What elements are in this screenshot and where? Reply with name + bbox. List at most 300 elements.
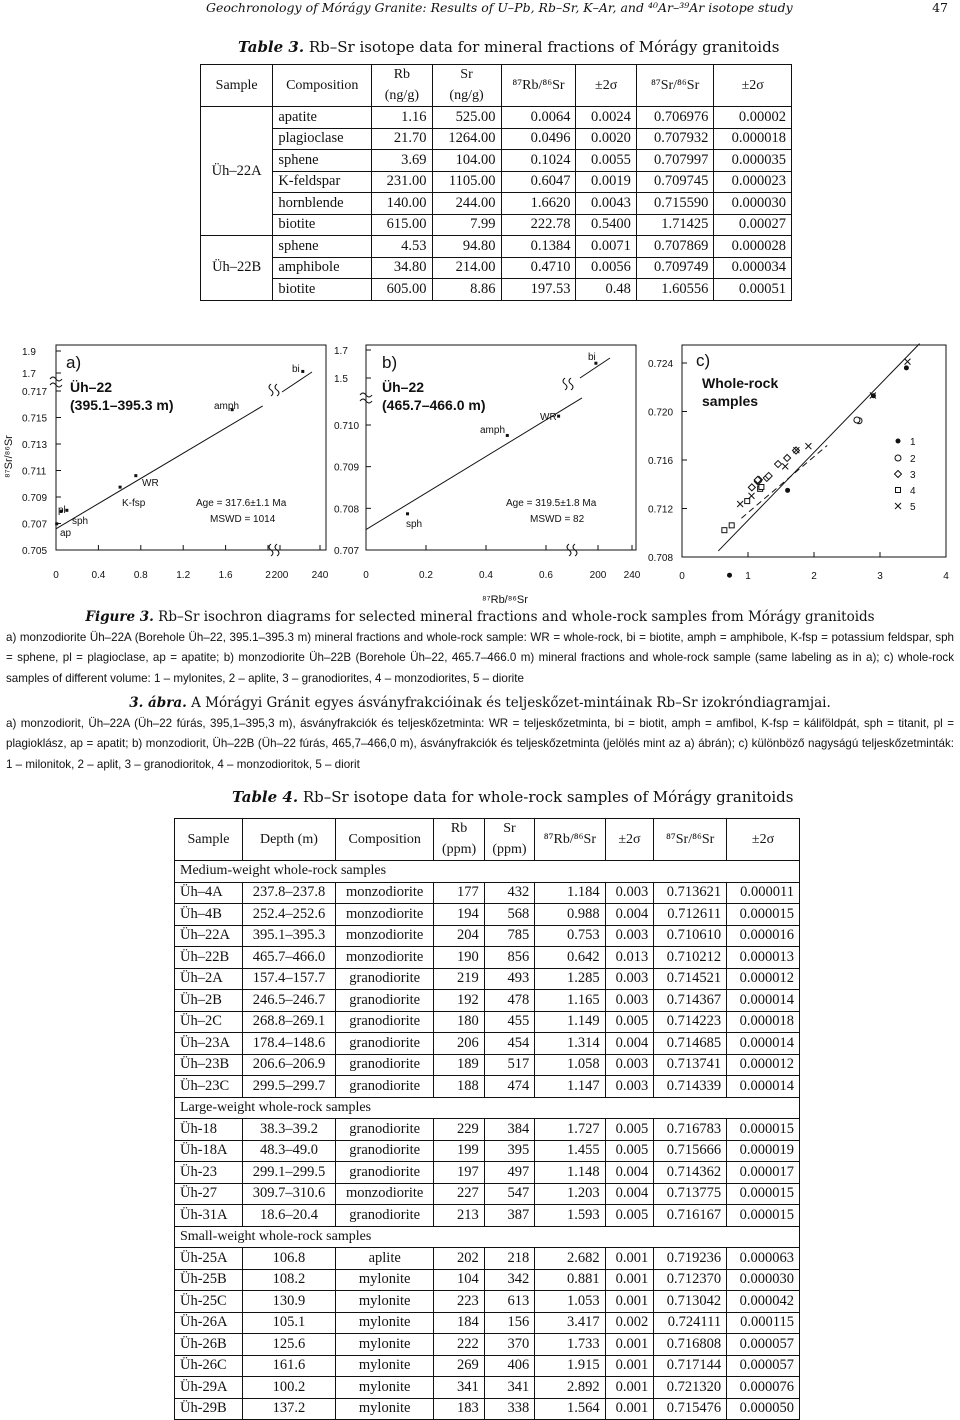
table-cell: 0.713621 (654, 882, 727, 904)
table-cell: Üh-31A (175, 1205, 243, 1227)
x-tick-label: 0.4 (91, 570, 106, 581)
running-header (0, 0, 960, 30)
data-point (748, 484, 755, 491)
isochron-line (56, 406, 263, 529)
t4-header-sr-unit: (ppm) (484, 840, 534, 861)
table-cell: 0.709745 (636, 171, 714, 193)
table-cell: 252.4–252.6 (242, 904, 335, 926)
panel-title: Whole-rock (702, 375, 779, 391)
table-cell: 194 (434, 904, 484, 926)
table-cell: mylonite (335, 1291, 433, 1313)
data-point (871, 393, 876, 398)
table-cell: 1105.00 (432, 171, 501, 193)
table-cell: 0.000015 (727, 1119, 800, 1141)
table-cell: 0.0020 (576, 128, 636, 150)
table-row (175, 882, 800, 904)
table-row (175, 904, 800, 926)
legend-label: 2 (910, 454, 916, 465)
table-cell: 137.2 (242, 1398, 335, 1420)
table-cell: 0.0064 (501, 107, 576, 129)
table-cell: granodiorite (335, 1205, 433, 1227)
x-tick-label: 200 (589, 570, 607, 581)
t4-header-depth: Depth (m) (242, 819, 335, 861)
table-cell: 161.6 (242, 1355, 335, 1377)
table-cell: 1.184 (535, 882, 605, 904)
header-sr-sr-ratio: ⁸⁷Sr/⁸⁶Sr (636, 65, 714, 107)
table-row (175, 1011, 800, 1033)
table-row (201, 236, 792, 258)
x-tick-label: 0 (679, 571, 685, 582)
point-label: bi (588, 352, 596, 363)
table-cell: 0.000015 (727, 1183, 800, 1205)
table-cell: 206.6–206.9 (242, 1054, 335, 1076)
table-cell: 0.000014 (727, 990, 800, 1012)
table-cell: 0.000012 (727, 968, 800, 990)
table-cell: 48.3–49.0 (242, 1140, 335, 1162)
table-cell: 222 (434, 1334, 484, 1356)
table-cell: 237.8–237.8 (242, 882, 335, 904)
x-tick-label: 4 (943, 571, 949, 582)
legend-marker-icon (896, 488, 901, 493)
table-cell: 0.000012 (727, 1054, 800, 1076)
table-row (175, 990, 800, 1012)
table-cell: Üh–22A (175, 925, 243, 947)
table-cell: 0.753 (535, 925, 605, 947)
table-cell: 125.6 (242, 1334, 335, 1356)
table-cell: 465.7–466.0 (242, 947, 335, 969)
table-cell: 0.000042 (727, 1291, 800, 1313)
y-tick-label: 0.720 (648, 407, 674, 419)
t4-header-rb-unit: (ppm) (434, 840, 484, 861)
table-cell: 1.149 (535, 1011, 605, 1033)
y-tick-label: 0.709 (334, 462, 360, 474)
table4-caption (232, 788, 793, 806)
table-cell: Üh–2C (175, 1011, 243, 1033)
table-row (201, 128, 792, 150)
table-cell: 341 (484, 1377, 534, 1399)
point-label: sph (72, 516, 89, 527)
t4-header-composition: Composition (335, 819, 433, 861)
table-cell: K-feldspar (273, 171, 372, 193)
y-tick-label: 0.724 (648, 359, 674, 370)
panel-letter: b) (382, 353, 398, 372)
table-cell: 206 (434, 1033, 484, 1055)
table-row (201, 214, 792, 236)
table-cell: 229 (434, 1119, 484, 1141)
table-cell: 0.48 (576, 279, 636, 301)
table-cell: 1.727 (535, 1119, 605, 1141)
table-cell: mylonite (335, 1355, 433, 1377)
table-cell: 0.0056 (576, 257, 636, 279)
table-cell: 0.000028 (714, 236, 792, 258)
table-cell: Üh–23C (175, 1076, 243, 1098)
table-row (201, 171, 792, 193)
table-cell: 0.000016 (727, 925, 800, 947)
age-label: Age = 319.5±1.8 Ma (506, 498, 597, 509)
table-row (175, 947, 800, 969)
table-cell: 1.314 (535, 1033, 605, 1055)
section-title: Medium-weight whole-rock samples (175, 861, 800, 883)
page-number: 47 (932, 0, 948, 15)
x-tick-label: 240 (311, 570, 329, 581)
table-cell: 0.642 (535, 947, 605, 969)
t4-header-err1: ±2σ (605, 819, 654, 861)
table-cell: granodiorite (335, 1162, 433, 1184)
table-row (175, 1140, 800, 1162)
x-tick-label: 200 (271, 570, 289, 581)
table-cell: 0.005 (605, 1205, 654, 1227)
table-cell: apatite (273, 107, 372, 129)
table-cell: 269 (434, 1355, 484, 1377)
table-cell: 605.00 (372, 279, 432, 301)
y-tick-label: 0.707 (22, 519, 48, 531)
table-cell: 1264.00 (432, 128, 501, 150)
y-tick-label: 1.7 (22, 369, 36, 380)
table-cell: 568 (484, 904, 534, 926)
x-tick-label: 0.2 (419, 570, 433, 581)
panel-sample: Üh–22 (382, 379, 425, 395)
table-row (175, 968, 800, 990)
point-label: amph (480, 425, 506, 436)
table-cell: 0.0071 (576, 236, 636, 258)
section-title: Large-weight whole-rock samples (175, 1097, 800, 1119)
section-title: Small-weight whole-rock samples (175, 1226, 800, 1248)
data-point (65, 509, 68, 512)
t4-header-rb: Rb (434, 819, 484, 840)
table-cell: 0.003 (605, 1054, 654, 1076)
data-point (748, 493, 754, 499)
x-tick-label: 0.6 (539, 570, 553, 581)
data-point (134, 474, 137, 477)
figure3-hu-title: A Mórágyi Gránit egyes ásványfrakcióinak és teljeskőzet-mintáinak Rb–Sr izokróndiagramjai. (191, 695, 831, 711)
y-tick-label: 0.707 (334, 546, 360, 557)
table-cell: 218 (484, 1248, 534, 1270)
table4-title: Rb–Sr isotope data for whole-rock samples of Mórágy granitoids (302, 788, 794, 806)
table-cell: Üh–4A (175, 882, 243, 904)
table-cell: Üh-26B (175, 1334, 243, 1356)
table-row (175, 1205, 800, 1227)
sample-id: Üh–22A (201, 107, 273, 236)
table-cell: 1.285 (535, 968, 605, 990)
table-cell: 384 (484, 1119, 534, 1141)
data-point (737, 501, 743, 507)
table-cell: 0.001 (605, 1377, 654, 1399)
point-label: K-fsp (122, 498, 146, 509)
table-cell: 615.00 (372, 214, 432, 236)
table-cell: 0.710610 (654, 925, 727, 947)
table-cell: plagioclase (273, 128, 372, 150)
table-row (175, 1334, 800, 1356)
y-tick-label: 0.708 (334, 504, 360, 516)
table-cell: 183 (434, 1398, 484, 1420)
table-cell: 0.000018 (714, 128, 792, 150)
table-cell: 1.165 (535, 990, 605, 1012)
t4-header-sample: Sample (175, 819, 243, 861)
table-cell: 94.80 (432, 236, 501, 258)
x-tick-label: 0 (53, 570, 59, 581)
legend-marker-icon (896, 439, 901, 444)
table-row (175, 1033, 800, 1055)
data-point (301, 370, 304, 373)
table-cell: 406 (484, 1355, 534, 1377)
table-cell: 0.719236 (654, 1248, 727, 1270)
figure3-label: Figure 3. (85, 609, 154, 625)
table-row (175, 1248, 800, 1270)
table3-label: Table 3. (238, 38, 305, 56)
table-cell: 0.00051 (714, 279, 792, 301)
table-cell: 0.0055 (576, 150, 636, 172)
table-cell: 0.003 (605, 882, 654, 904)
panel-depth: (465.7–466.0 m) (382, 397, 486, 413)
table-cell: 0.002 (605, 1312, 654, 1334)
table-cell: 0.715666 (654, 1140, 727, 1162)
x-tick-label: 1.6 (218, 570, 233, 581)
table-cell: monzodiorite (335, 925, 433, 947)
table-cell: mylonite (335, 1398, 433, 1420)
panel-letter: c) (696, 351, 711, 370)
data-point (557, 415, 560, 418)
table-cell: 214.00 (432, 257, 501, 279)
table-cell: 104 (434, 1269, 484, 1291)
table-cell: 1.147 (535, 1076, 605, 1098)
panel-b (334, 345, 641, 603)
table-cell: 0.000057 (727, 1355, 800, 1377)
figure3-caption-en-body: a) monzodiorite Üh–22A (Borehole Üh–22, 395.1–395.3 m) mineral fractions and whole-rock sample: WR = whole-rock, bi = biotite, amph = amphibole, K-fsp = potassium feldspar, sph = sphene, pl = plagioclase, ap = apatite; b) monzodiorite Üh–22B (Borehole Üh–22, 465.7–466.0 m) mineral fractions and whole-rock sample (same labeling as in a); c) whole-rock samples of different volume: 1 – mylonites, 2 – aplite, 3 – granodiorites, 4 – monzodiorites, 5 – diorite (6, 630, 954, 685)
table-cell: 0.000011 (727, 882, 800, 904)
table-cell: 108.2 (242, 1269, 335, 1291)
panel-frame (56, 345, 326, 550)
t4-header-rb-sr-ratio: ⁸⁷Rb/⁸⁶Sr (535, 819, 605, 861)
table-cell: 299.5–299.7 (242, 1076, 335, 1098)
table-cell: 0.716167 (654, 1205, 727, 1227)
x-tick-label: 3 (877, 571, 883, 582)
table-cell: 0.000017 (727, 1162, 800, 1184)
data-point (727, 573, 732, 578)
table-cell: 0.706976 (636, 107, 714, 129)
table-cell: 0.000023 (714, 171, 792, 193)
table-cell: monzodiorite (335, 1183, 433, 1205)
table-cell: 299.1–299.5 (242, 1162, 335, 1184)
table-cell: granodiorite (335, 1140, 433, 1162)
table-cell: 190 (434, 947, 484, 969)
table-row (175, 1269, 800, 1291)
table-cell: 0.000030 (727, 1269, 800, 1291)
table-cell: 1.915 (535, 1355, 605, 1377)
table-cell: 0.713741 (654, 1054, 727, 1076)
point-label: WR (540, 412, 557, 423)
legend-label: 3 (910, 470, 916, 481)
table-cell: 0.004 (605, 1183, 654, 1205)
table-row (201, 193, 792, 215)
x-tick-label: 0.4 (479, 570, 493, 581)
table-cell: granodiorite (335, 990, 433, 1012)
table-cell: 342 (484, 1269, 534, 1291)
table-cell: monzodiorite (335, 904, 433, 926)
table-cell: Üh–23A (175, 1033, 243, 1055)
t4-header-sr-sr-ratio: ⁸⁷Sr/⁸⁶Sr (654, 819, 727, 861)
data-point (782, 463, 788, 469)
point-label: amph (214, 401, 240, 412)
table-row (175, 925, 800, 947)
x-tick-label: 0 (363, 570, 369, 581)
table-row (201, 107, 792, 129)
table-cell: 177 (434, 882, 484, 904)
table-cell: 0.714367 (654, 990, 727, 1012)
table-cell: 0.721320 (654, 1377, 727, 1399)
table-cell: 0.000014 (727, 1033, 800, 1055)
legend-label: 1 (910, 437, 916, 448)
table-cell: 0.713042 (654, 1291, 727, 1313)
table-cell: 0.988 (535, 904, 605, 926)
data-point (729, 523, 734, 528)
section-row (175, 861, 800, 883)
table-cell: mylonite (335, 1334, 433, 1356)
table-cell: 0.0496 (501, 128, 576, 150)
table-cell: biotite (273, 214, 372, 236)
table3-title: Rb–Sr isotope data for mineral fractions of Mórágy granitoids (308, 38, 780, 56)
table-cell: 0.001 (605, 1248, 654, 1270)
t4-header-sr: Sr (484, 819, 534, 840)
table-cell: amphibole (273, 257, 372, 279)
table-cell: 0.707869 (636, 236, 714, 258)
table-cell: 387 (484, 1205, 534, 1227)
table-cell: sphene (273, 150, 372, 172)
table-cell: 0.000050 (727, 1398, 800, 1420)
isochron-line-upper (282, 372, 312, 392)
table-cell: 0.001 (605, 1291, 654, 1313)
table-cell: 268.8–269.1 (242, 1011, 335, 1033)
sample-id: Üh–22B (201, 236, 273, 301)
table-cell: 0.714521 (654, 968, 727, 990)
table-cell: 0.000013 (727, 947, 800, 969)
age-label: Age = 317.6±1.1 Ma (196, 498, 287, 509)
header-rb-unit: (ng/g) (372, 86, 432, 107)
table-cell: 0.00027 (714, 214, 792, 236)
data-point (775, 461, 782, 468)
table-cell: Üh-18 (175, 1119, 243, 1141)
table-cell: 0.716808 (654, 1334, 727, 1356)
header-err2: ±2σ (714, 65, 792, 107)
table-cell: 0.001 (605, 1269, 654, 1291)
axis-break-icon (269, 384, 279, 396)
x-tick-label: 1 (745, 571, 751, 582)
table-cell: 4.53 (372, 236, 432, 258)
table-cell: 0.013 (605, 947, 654, 969)
table-cell: 130.9 (242, 1291, 335, 1313)
legend-marker-icon (895, 503, 901, 509)
table-cell: 0.000115 (727, 1312, 800, 1334)
table-cell: 474 (484, 1076, 534, 1098)
table-cell: 0.000076 (727, 1377, 800, 1399)
legend-marker-icon (895, 471, 902, 478)
table-cell: sphene (273, 236, 372, 258)
table-cell: 0.000030 (714, 193, 792, 215)
table-cell: 370 (484, 1334, 534, 1356)
table-cell: 197 (434, 1162, 484, 1184)
table-cell: 21.70 (372, 128, 432, 150)
table-cell: 0.000018 (727, 1011, 800, 1033)
t4-header-err2: ±2σ (727, 819, 800, 861)
table-cell: 0.717144 (654, 1355, 727, 1377)
table-row (175, 1162, 800, 1184)
table-row (175, 1377, 800, 1399)
y-tick-label: 1.9 (22, 347, 36, 358)
table-cell: 0.714685 (654, 1033, 727, 1055)
table-row (201, 150, 792, 172)
table-cell: 1.16 (372, 107, 432, 129)
table-cell: 222.78 (501, 214, 576, 236)
data-point (854, 417, 860, 423)
table-cell: 856 (484, 947, 534, 969)
table-cell: 0.000063 (727, 1248, 800, 1270)
table-cell: 223 (434, 1291, 484, 1313)
table-cell: 0.001 (605, 1355, 654, 1377)
data-point (406, 512, 409, 515)
table-cell: 192 (434, 990, 484, 1012)
y-tick-label: 1.7 (334, 346, 348, 357)
table-cell: granodiorite (335, 1076, 433, 1098)
x-tick-label: 2 (265, 570, 271, 581)
table-cell: Üh-26A (175, 1312, 243, 1334)
y-tick-label: 0.708 (648, 553, 674, 564)
table-cell: granodiorite (335, 1119, 433, 1141)
y-tick-label: 0.716 (648, 456, 674, 467)
header-sr: Sr (432, 65, 501, 86)
y-tick-label: 0.709 (22, 493, 48, 504)
legend-label: 4 (910, 486, 916, 497)
table-cell: 613 (484, 1291, 534, 1313)
table-cell: granodiorite (335, 1033, 433, 1055)
table-cell: 3.69 (372, 150, 432, 172)
table-cell: 0.724111 (654, 1312, 727, 1334)
table-cell: 0.003 (605, 925, 654, 947)
table-cell: 0.715476 (654, 1398, 727, 1420)
table-row (175, 1291, 800, 1313)
figure3-caption-hu-heading (0, 693, 960, 714)
point-label: pl (58, 505, 66, 516)
table-cell: 0.0019 (576, 171, 636, 193)
data-point (506, 434, 509, 437)
table-cell: 180 (434, 1011, 484, 1033)
table-cell: 2.682 (535, 1248, 605, 1270)
table-cell: 0.00002 (714, 107, 792, 129)
table-cell: 0.003 (605, 968, 654, 990)
table-cell: 0.005 (605, 1119, 654, 1141)
table-cell: 188 (434, 1076, 484, 1098)
table-cell: 0.0043 (576, 193, 636, 215)
table-cell: 3.417 (535, 1312, 605, 1334)
table-cell: 1.148 (535, 1162, 605, 1184)
y-tick-label: 0.713 (22, 440, 48, 451)
table-row (175, 1355, 800, 1377)
data-point (805, 443, 811, 449)
panel-letter: a) (66, 353, 82, 372)
table-cell: 0.000015 (727, 904, 800, 926)
table-cell: 204 (434, 925, 484, 947)
table-cell: 189 (434, 1054, 484, 1076)
table-cell: biotite (273, 279, 372, 301)
table-cell: 497 (484, 1162, 534, 1184)
table-cell: 478 (484, 990, 534, 1012)
panel-depth: (395.1–395.3 m) (70, 397, 174, 413)
panel-a (3, 345, 329, 581)
table-cell: Üh-29A (175, 1377, 243, 1399)
table-cell: 0.000034 (714, 257, 792, 279)
table-cell: 0.003 (605, 990, 654, 1012)
table-cell: Üh-25C (175, 1291, 243, 1313)
running-title: Geochronology of Mórágy Granite: Results of U–Pb, Rb–Sr, K–Ar, and ⁴⁰Ar–³⁹Ar isotope study (206, 0, 793, 15)
table-cell: 0.000015 (727, 1205, 800, 1227)
